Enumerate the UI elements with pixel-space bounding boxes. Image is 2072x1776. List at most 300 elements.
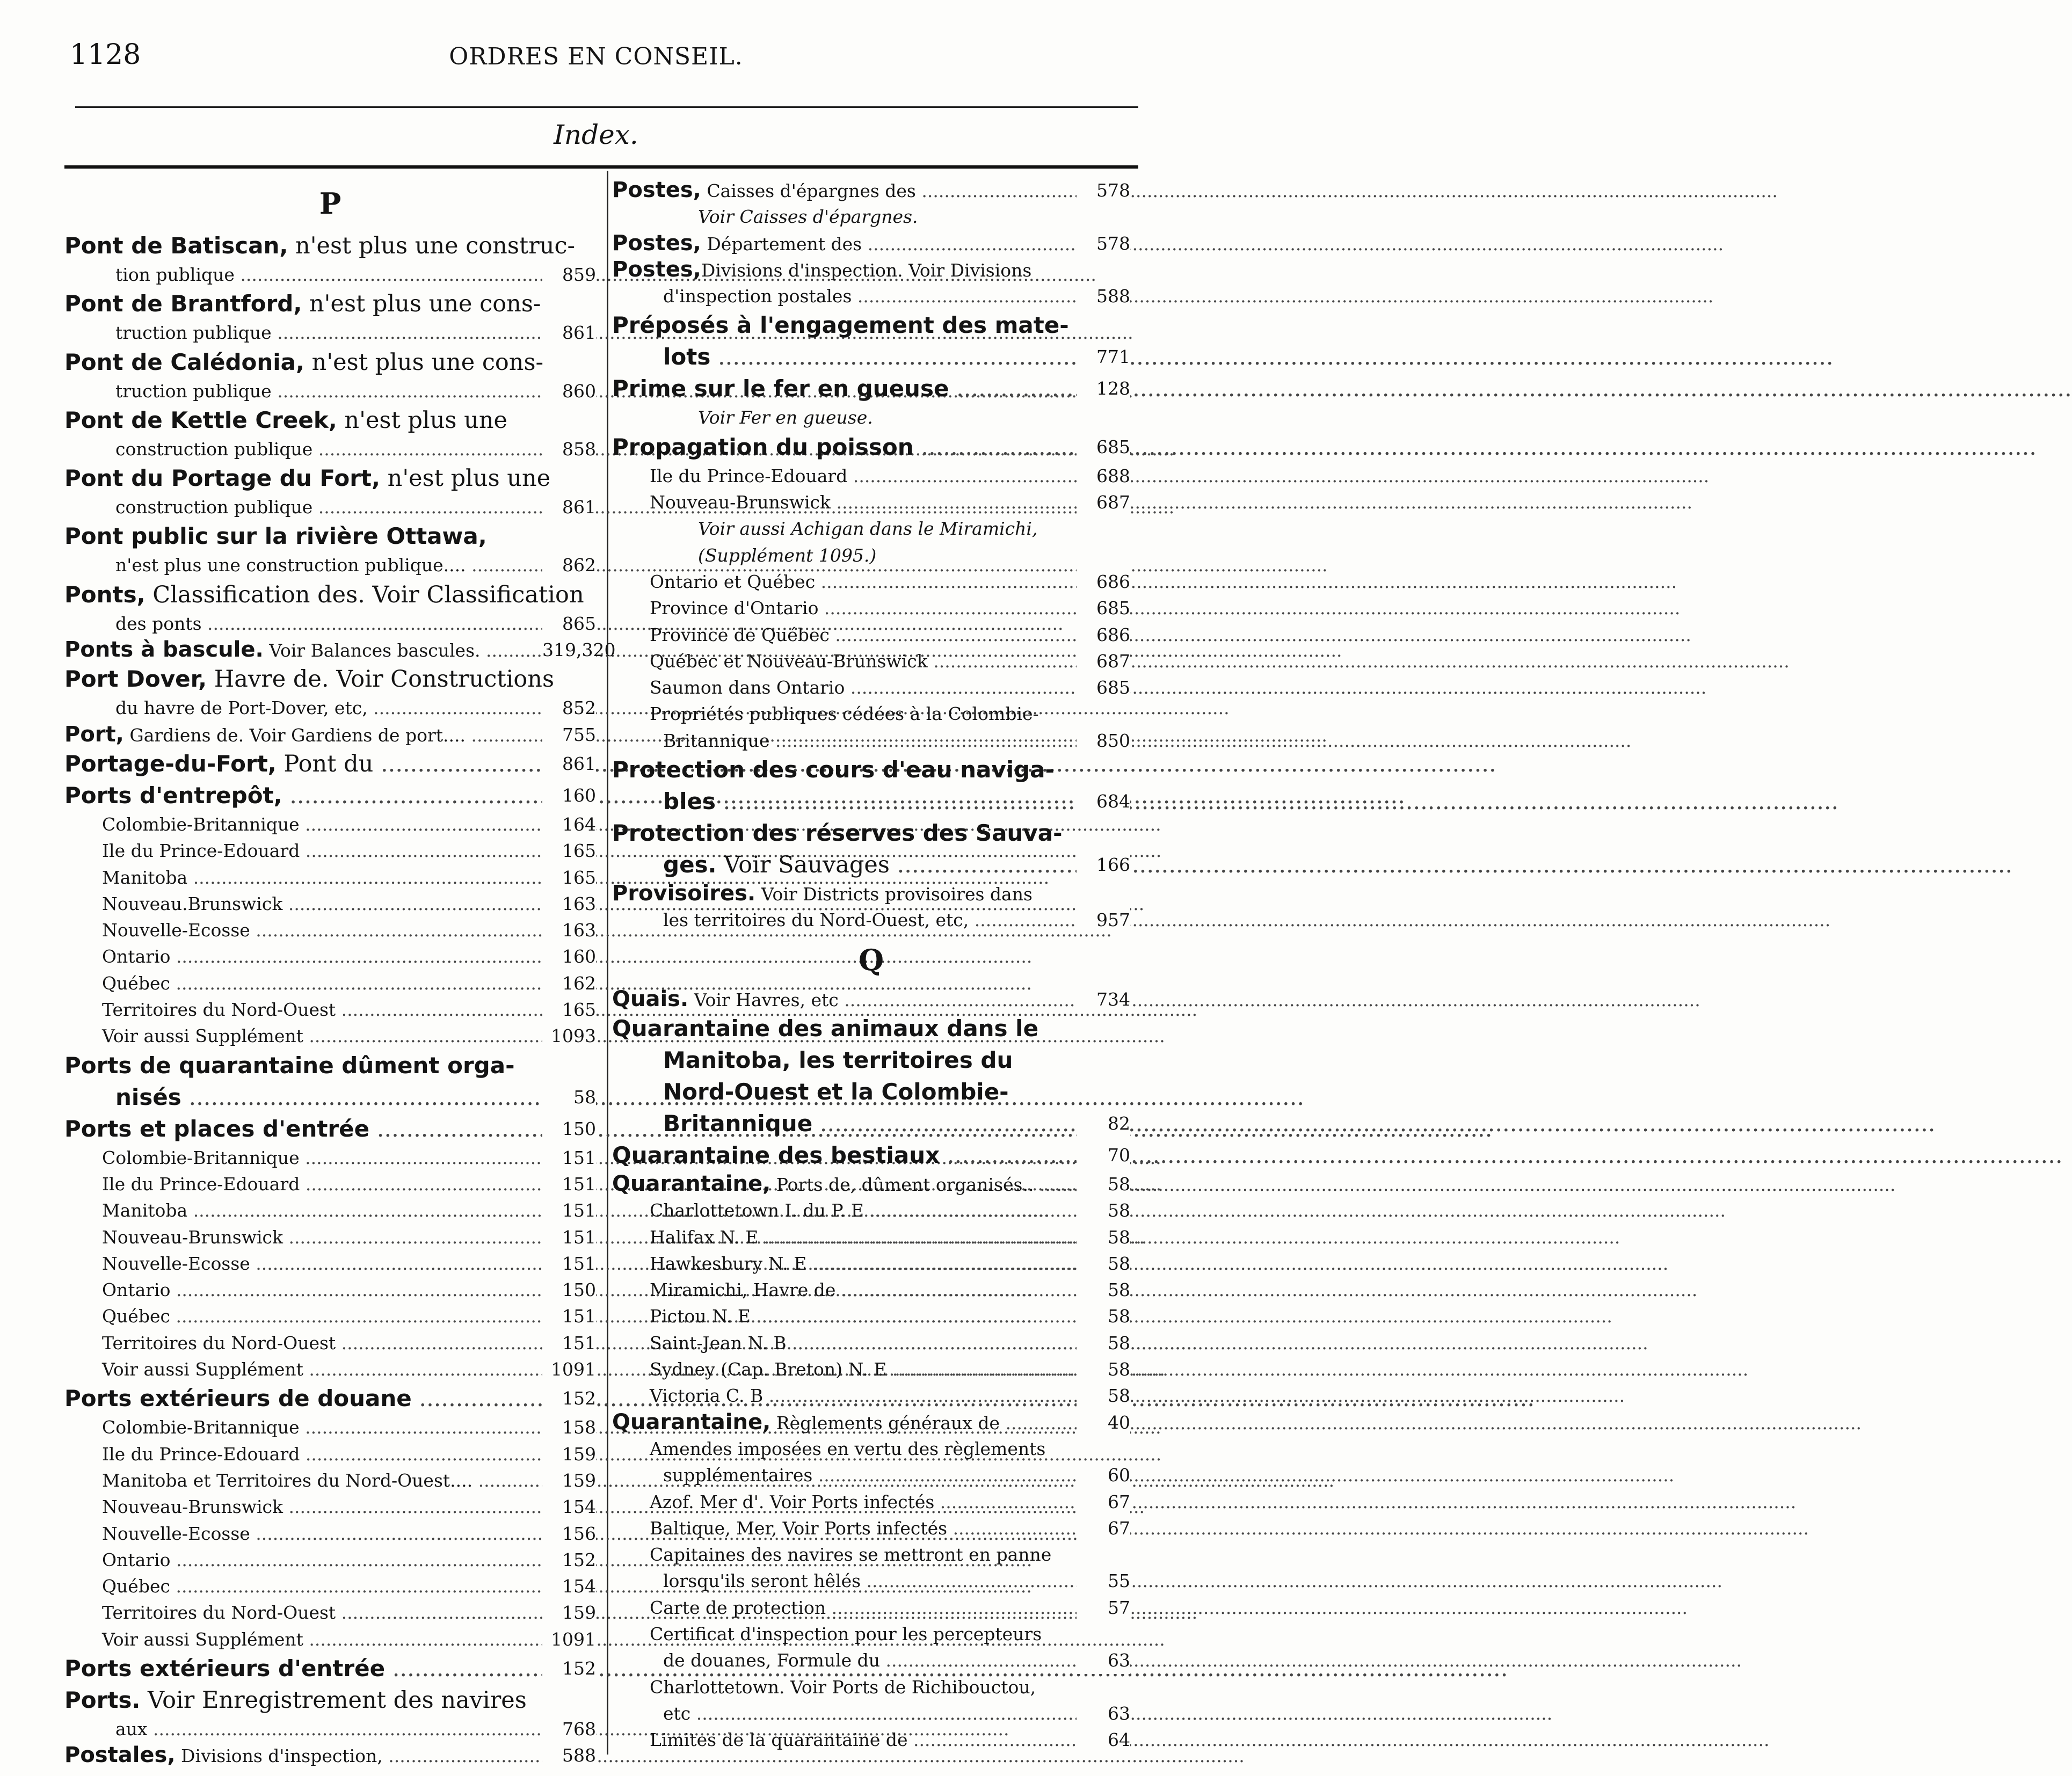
page-reference: 154 — [542, 1573, 596, 1599]
page-reference: 858 — [542, 436, 596, 462]
entry-text — [64, 663, 555, 695]
entry-text — [612, 1489, 1077, 1515]
index-entry — [612, 1224, 1130, 1250]
entry-text — [612, 849, 1077, 881]
page-reference: 861 — [542, 748, 596, 780]
entry-text — [64, 864, 542, 891]
entry-description: Miramichi, Havre de — [650, 1279, 836, 1301]
entry-text — [612, 1409, 1077, 1436]
page-reference: 165 — [542, 838, 596, 864]
entry-text — [64, 230, 576, 262]
entry-text — [612, 569, 1077, 595]
entry-description: Charlottetown. Voir Ports de Richibouctou, — [650, 1676, 1036, 1698]
entry-heading: Propagation du poisson — [612, 433, 914, 460]
page-reference: 588 — [1077, 283, 1130, 309]
entry-description: Manitoba — [102, 867, 188, 888]
entry-heading: Ponts, — [64, 581, 146, 608]
index-entry — [612, 463, 1130, 489]
entry-text — [612, 595, 1077, 621]
page-reference: 58 — [1077, 1277, 1130, 1303]
entry-text — [612, 1108, 1077, 1140]
entry-description: n'est plus une — [380, 465, 551, 492]
entry-text — [612, 1541, 1077, 1568]
entry-description: Nouvelle-Ecosse — [102, 920, 250, 941]
entry-text — [64, 1742, 542, 1769]
entry-description: Québec — [102, 1576, 170, 1597]
page-reference: 861 — [542, 494, 596, 520]
index-entry — [612, 1674, 1130, 1700]
index-entry — [612, 622, 1130, 648]
page-header — [0, 39, 1192, 82]
page-reference: 578 — [1077, 230, 1130, 257]
entry-description: Pont du — [276, 750, 374, 777]
index-entry — [612, 754, 1130, 785]
page-reference: 850 — [1077, 727, 1130, 754]
page-reference: 685 — [1077, 595, 1130, 621]
entry-text — [64, 1081, 542, 1113]
entry-text — [612, 880, 1077, 907]
entry-text — [64, 1626, 542, 1653]
page-reference: 166 — [1077, 849, 1130, 880]
entry-description: Divisions d'inspection. Voir Divisions — [701, 259, 1032, 281]
page-reference: 162 — [542, 970, 596, 996]
entry-text — [612, 1515, 1077, 1541]
entry-description: Ports de, dûment organisés.. — [770, 1174, 1034, 1195]
entry-description: Azof. Mer d'. Voir Ports infectés — [650, 1491, 935, 1512]
entry-text — [64, 838, 542, 864]
index-entry — [64, 1414, 596, 1440]
entry-description: Voir aussi Supplément — [102, 1025, 303, 1047]
entry-description: Département des — [701, 233, 862, 254]
entry-description: Ile du Prince-Edouard — [650, 465, 848, 486]
page-reference: 684 — [1077, 785, 1130, 817]
entry-description: construction publique — [115, 438, 313, 460]
page-reference: 63 — [1077, 1647, 1130, 1673]
page-reference: 1093 — [542, 1023, 596, 1049]
entry-description: n'est plus une — [337, 406, 507, 434]
page-reference: 159 — [542, 1467, 596, 1494]
page-reference: 768 — [542, 1716, 596, 1742]
page-reference: 67 — [1077, 1515, 1130, 1541]
entry-description: Nouvelle-Ecosse — [102, 1253, 250, 1274]
index-entry — [64, 404, 596, 436]
index-entry — [612, 489, 1130, 515]
entry-description: Règlements généraux de — [770, 1412, 1000, 1433]
page-reference: 158 — [542, 1414, 596, 1440]
entry-heading: Quarantaine, — [612, 1409, 771, 1435]
index-entry — [64, 663, 596, 695]
index-entry — [612, 1356, 1130, 1382]
entry-heading: Pont de Brantford, — [64, 290, 302, 317]
index-entry — [612, 203, 1130, 230]
entry-text — [64, 891, 542, 917]
entry-text — [612, 373, 1077, 405]
page-reference: 60 — [1077, 1462, 1130, 1488]
index-entry — [612, 1621, 1130, 1647]
entry-text — [64, 917, 542, 943]
entry-text — [612, 1171, 1077, 1198]
page-reference: 151 — [542, 1303, 596, 1329]
index-entry — [612, 727, 1130, 754]
index-entry — [64, 1742, 596, 1768]
entry-text — [612, 817, 1077, 849]
page-reference: 40 — [1077, 1409, 1130, 1436]
entry-heading: Quarantaine des animaux dans le — [612, 1015, 1039, 1042]
entry-description: Gardiens de. Voir Gardiens de port.... — [123, 724, 466, 746]
entry-description: Ontario — [102, 946, 171, 967]
entry-text — [64, 1277, 542, 1303]
page-reference: 1091 — [542, 1356, 596, 1382]
page-reference: 58 — [1077, 1382, 1130, 1409]
page-reference: 58 — [1077, 1356, 1130, 1382]
entry-description: Territoires du Nord-Ouest — [102, 999, 336, 1021]
index-entry — [612, 595, 1130, 621]
index-entry — [612, 283, 1130, 309]
entry-description: Charlottetown I. du P. E — [650, 1200, 864, 1221]
entry-text — [64, 261, 542, 288]
entry-heading: Ports et places d'entrée — [64, 1115, 370, 1142]
page-reference: 57 — [1077, 1595, 1130, 1621]
index-entry — [64, 1303, 596, 1329]
page-reference: 151 — [542, 1330, 596, 1356]
index-entry — [612, 1515, 1130, 1541]
entry-heading: Pont de Calédonia, — [64, 348, 304, 375]
entry-text — [612, 907, 1077, 933]
entry-text — [64, 378, 542, 404]
entry-text — [64, 462, 551, 494]
entry-description: Saint-Jean N. B — [650, 1332, 787, 1353]
page-reference: 862 — [542, 552, 596, 578]
index-entry — [612, 431, 1130, 463]
index-entry — [612, 1076, 1130, 1108]
index-entry — [64, 1356, 596, 1382]
entry-text — [612, 515, 1077, 542]
entry-description: n'est plus une construc- — [288, 232, 576, 259]
entry-heading: Quais. — [612, 986, 689, 1011]
index-entry — [612, 309, 1130, 341]
entry-text — [612, 341, 1077, 373]
index-entry — [64, 319, 596, 346]
index-entry — [64, 436, 596, 462]
entry-description: Ile du Prince-Edouard — [102, 1173, 300, 1195]
entry-description: Certificat d'inspection pour les percepteurs — [650, 1623, 1042, 1644]
page-reference: 771 — [1077, 341, 1130, 373]
page-reference: 755 — [542, 722, 596, 748]
index-entry — [612, 849, 1130, 880]
entry-heading: Ports d'entrepôt, — [64, 782, 282, 809]
index-entry — [64, 780, 596, 811]
entry-text — [64, 346, 542, 379]
index-entry — [64, 1573, 596, 1599]
index-entry — [612, 674, 1130, 701]
entry-text — [64, 610, 542, 637]
index-entry — [64, 610, 596, 637]
page-reference: 151 — [542, 1250, 596, 1277]
index-entry — [64, 996, 596, 1023]
entry-description: Voir aussi Supplément — [102, 1359, 303, 1380]
index-entry — [612, 341, 1130, 373]
index-entry — [612, 1303, 1130, 1329]
index-entry — [64, 552, 596, 578]
entry-text — [64, 1684, 542, 1716]
index-entry — [64, 1441, 596, 1467]
page-reference: 150 — [542, 1113, 596, 1145]
index-entry — [612, 986, 1130, 1013]
index-column-left — [64, 177, 616, 1769]
page-number: 1128 — [70, 39, 141, 71]
page-reference: 160 — [542, 943, 596, 970]
entry-text — [612, 489, 1077, 515]
page-reference: 160 — [542, 780, 596, 811]
entry-heading: Pont de Batiscan, — [64, 232, 288, 259]
entry-heading: Pont public sur la rivière Ottawa, — [64, 523, 487, 550]
entry-description: Voir Havres, etc — [688, 989, 839, 1010]
index-entry — [64, 748, 596, 780]
entry-description: Ontario — [102, 1279, 171, 1301]
entry-text — [64, 579, 584, 611]
entry-text — [64, 1330, 542, 1356]
page-reference: 151 — [542, 1197, 596, 1224]
index-entry — [64, 1653, 596, 1684]
entry-description: Ontario — [102, 1549, 171, 1570]
index-entry — [64, 1382, 596, 1414]
entry-description: Pictou N. E — [650, 1306, 751, 1327]
index-entry — [64, 1599, 596, 1626]
index-entry — [64, 494, 596, 520]
entry-text — [64, 943, 542, 970]
entry-text — [64, 1224, 542, 1250]
page-reference: 687 — [1077, 648, 1130, 674]
entry-text — [612, 727, 1077, 754]
entry-heading: Ports. — [64, 1686, 141, 1713]
entry-text — [612, 986, 1077, 1013]
entry-text — [612, 404, 1077, 431]
entry-heading: Quarantaine des bestiaux — [612, 1141, 940, 1168]
index-entry — [64, 1250, 596, 1277]
entry-description: Manitoba — [102, 1200, 188, 1221]
entry-text — [64, 1050, 542, 1082]
entry-description: Britannique — [663, 730, 770, 751]
entry-text — [612, 203, 1077, 230]
page-reference: 151 — [542, 1145, 596, 1171]
index-entry — [612, 1171, 1130, 1197]
entry-text — [64, 436, 542, 462]
entry-text — [64, 811, 542, 838]
index-entry — [64, 1547, 596, 1573]
index-entry — [612, 1436, 1130, 1462]
entry-description: truction publique — [115, 380, 272, 402]
page-reference: 159 — [542, 1599, 596, 1626]
page-reference: 154 — [542, 1494, 596, 1520]
index-entry — [612, 785, 1130, 817]
index-entry — [612, 1568, 1130, 1594]
entry-description: Nord-Ouest et la Colombie- — [663, 1078, 1009, 1105]
entry-text — [612, 1356, 1077, 1382]
index-entry — [64, 970, 596, 996]
entry-description: n'est plus une cons- — [302, 290, 541, 318]
entry-text — [612, 785, 1077, 818]
index-entry — [64, 1626, 596, 1653]
page-reference: 865 — [542, 610, 596, 637]
entry-text — [64, 1171, 542, 1197]
entry-heading: Préposés à l'engagement des mate- — [612, 312, 1069, 339]
entry-text — [64, 288, 542, 320]
entry-description: Carte de protection — [650, 1597, 826, 1618]
entry-text — [64, 748, 542, 780]
entry-heading: ges. — [663, 851, 717, 878]
entry-heading: Postes, — [612, 178, 701, 202]
index-letter: P — [319, 186, 341, 221]
entry-heading: Pont de Kettle Creek, — [64, 406, 337, 433]
running-title: ORDRES EN CONSEIL. — [449, 43, 743, 70]
index-entry — [64, 1050, 596, 1081]
index-entry — [612, 880, 1130, 907]
index-entry — [64, 462, 596, 494]
entry-description: Britannique — [663, 1110, 813, 1137]
entry-text — [612, 1013, 1077, 1045]
page-reference: 55 — [1077, 1568, 1130, 1594]
page-reference: 957 — [1077, 907, 1130, 933]
entry-description: Voir Enregistrement des navires — [140, 1686, 527, 1714]
index-entry — [612, 177, 1130, 203]
entry-description: Nouveau-Brunswick — [102, 1226, 283, 1248]
index-entry — [612, 1044, 1130, 1076]
entry-text — [64, 1145, 542, 1171]
entry-text — [612, 1044, 1077, 1076]
entry-text — [64, 1653, 542, 1685]
entry-description: Saumon dans Ontario — [650, 677, 845, 698]
page-reference: 163 — [542, 917, 596, 943]
index-entry — [64, 1113, 596, 1145]
page-reference: 82 — [1077, 1108, 1130, 1139]
page-reference: 151 — [542, 1224, 596, 1250]
header-rule — [75, 106, 1138, 108]
entry-text — [612, 1277, 1077, 1303]
entry-text — [64, 1520, 542, 1547]
entry-text — [64, 1547, 542, 1573]
page-reference: 58 — [1077, 1171, 1130, 1197]
entry-text — [612, 701, 1077, 727]
entry-text — [612, 754, 1077, 786]
entry-description: etc — [663, 1702, 691, 1724]
entry-description: Capitaines des navires se mettront en panne — [650, 1544, 1052, 1566]
entry-text — [612, 1436, 1077, 1462]
entry-description: Havre de. Voir Constructions — [207, 666, 555, 693]
entry-heading: Postes, — [612, 257, 701, 282]
entry-text — [612, 309, 1077, 341]
entry-description: Propriétés publiques cédées à la Colombie- — [650, 703, 1039, 725]
entry-description: Divisions d'inspection, — [175, 1745, 383, 1767]
index-entry — [612, 1250, 1130, 1277]
entry-heading: Pont du Portage du Fort, — [64, 465, 380, 492]
index-entry — [612, 1013, 1130, 1044]
entry-description: Nouveau-Brunswick — [650, 492, 831, 513]
entry-description: Voir Districts provisoires dans — [755, 884, 1033, 905]
entry-text — [612, 1595, 1077, 1621]
index-entry — [64, 1520, 596, 1547]
index-entry — [612, 230, 1130, 257]
page-reference: 64 — [1077, 1727, 1130, 1753]
index-entry — [64, 864, 596, 891]
index-entry — [64, 579, 596, 610]
entry-text — [64, 1494, 542, 1520]
entry-description: Voir Fer en gueuse. — [698, 407, 873, 428]
entry-description: Voir aussi Supplément — [102, 1628, 303, 1650]
entry-text — [64, 996, 542, 1023]
entry-text — [612, 1700, 1077, 1727]
page-reference: 58 — [1077, 1330, 1130, 1356]
index-entry — [64, 1197, 596, 1224]
index-entry — [64, 1716, 596, 1742]
entry-text — [612, 283, 1077, 309]
entry-description: tion publique — [115, 264, 235, 285]
index-entry — [64, 1081, 596, 1113]
page-reference: 58 — [1077, 1303, 1130, 1329]
entry-description: supplémentaires — [663, 1465, 813, 1486]
entry-text — [612, 1647, 1077, 1673]
entry-description: truction publique — [115, 322, 272, 344]
page-reference: 67 — [1077, 1489, 1130, 1515]
page-reference: 150 — [542, 1277, 596, 1303]
entry-text — [64, 1356, 542, 1382]
entry-text — [64, 637, 542, 664]
index-entry — [64, 288, 596, 319]
index-entry — [612, 1139, 1130, 1171]
index-entry — [612, 1489, 1130, 1515]
entry-description: construction publique — [115, 497, 313, 518]
entry-description: Territoires du Nord-Ouest — [102, 1332, 336, 1353]
entry-text — [612, 177, 1077, 204]
index-entry — [64, 722, 596, 748]
entry-heading: Portage-du-Fort, — [64, 750, 277, 777]
entry-description: Province d'Ontario — [650, 598, 819, 619]
index-entry — [612, 907, 1130, 933]
index-entry — [64, 1330, 596, 1356]
entry-description: Voir aussi Achigan dans le Miramichi, — [698, 518, 1038, 540]
entry-heading: Ports extérieurs d'entrée — [64, 1655, 386, 1682]
entry-heading: Provisoires. — [612, 881, 756, 906]
index-entry — [612, 1108, 1130, 1139]
entry-description: des ponts — [115, 613, 202, 634]
page-reference: 152 — [542, 1547, 596, 1573]
index-entry — [612, 257, 1130, 283]
entry-text — [64, 722, 542, 748]
page-reference: 319,320 — [542, 637, 596, 663]
page-reference: 578 — [1077, 177, 1130, 203]
entry-description: bles — [663, 788, 716, 815]
entry-heading: Ports extérieurs de douane — [64, 1385, 412, 1412]
index-entry — [64, 943, 596, 970]
entry-description: Colombie-Britannique — [102, 1417, 300, 1438]
page-reference: 165 — [542, 996, 596, 1023]
page-reference: 70 — [1077, 1139, 1130, 1171]
entry-description: (Supplément 1095.) — [698, 544, 877, 566]
entry-text — [612, 431, 1077, 463]
page-reference: 686 — [1077, 622, 1130, 648]
page-reference: 156 — [542, 1520, 596, 1547]
index-entry — [64, 811, 596, 838]
index-entry — [612, 404, 1130, 431]
entry-description: Nouveau.Brunswick — [102, 893, 283, 914]
page-reference: 58 — [542, 1081, 596, 1113]
index-entry — [64, 695, 596, 721]
index-entry — [64, 1023, 596, 1049]
entry-description: Victoria C. B — [650, 1385, 764, 1407]
index-entry — [612, 1197, 1130, 1224]
page-reference: 164 — [542, 811, 596, 838]
page-reference: 159 — [542, 1441, 596, 1467]
entry-text — [64, 1303, 542, 1329]
